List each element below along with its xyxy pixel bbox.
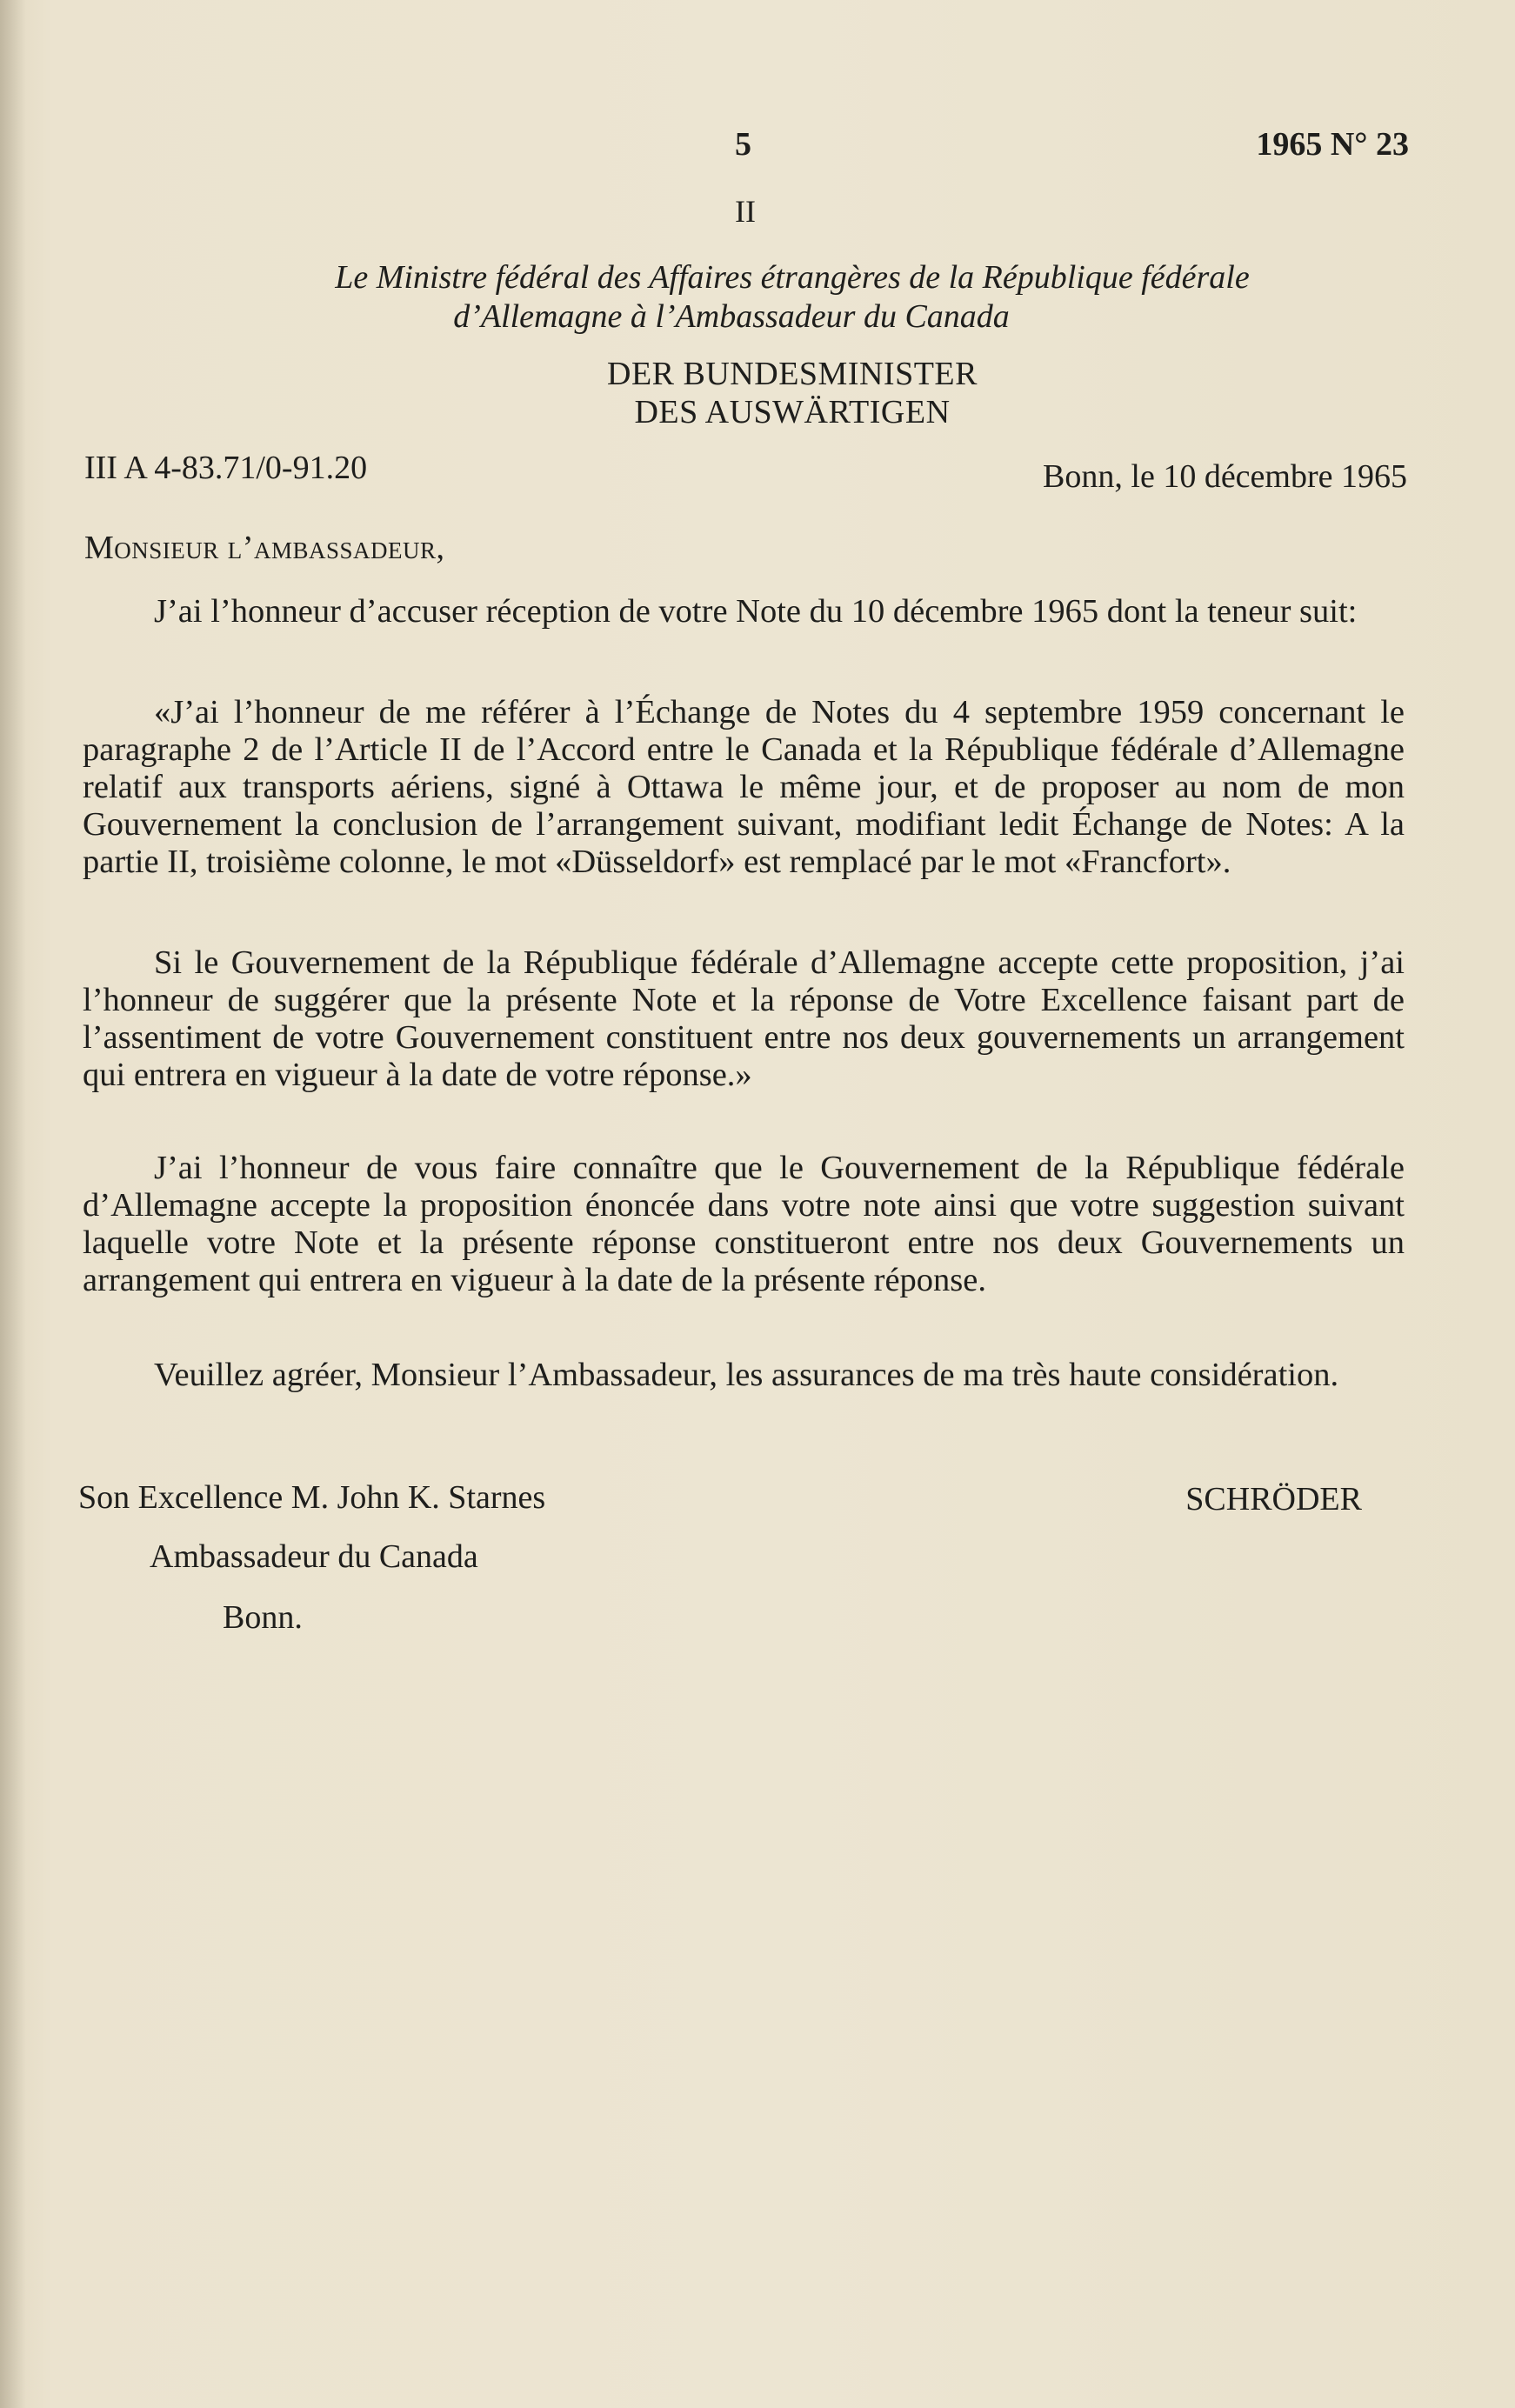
- letterhead-line-2: DES AUSWÄRTIGEN: [634, 394, 951, 430]
- paragraph-quoted-note: «J’ai l’honneur de me référer à l’Échange de Notes du 4 septembre 1959 concernant le paragraphe 2 de l’Article II de l’Accord entre le Canada et la République fédérale d’Allemagne relatif aux transports aériens, signé à Ottawa le même jour, et de proposer au nom de mon Gouvernement la conclusion de l’arrangement suivant, modifiant ledit Échange de Notes: A la partie II, troisième colonne, le mot «Düsseldorf» est remplacé par le mot «Francfort».: [83, 694, 1405, 880]
- page-edge-shadow: [0, 0, 26, 2408]
- paragraph-proposal: Si le Gouvernement de la République fédérale d’Allemagne accepte cette proposition, j’ai l’honneur de suggérer que la présente Note et la réponse de Votre Excellence faisant part de l’assentiment de votre Gouvernement constituent entre nos deux gouvernements un arrangement qui entrera en vigueur à la date de votre réponse.»: [83, 944, 1405, 1093]
- addressee-name: Son Excellence M. John K. Starnes: [78, 1479, 546, 1516]
- heading-line-2: d’Allemagne à l’Ambassadeur du Canada: [453, 298, 1010, 335]
- addressee-title: Ambassadeur du Canada: [150, 1538, 478, 1575]
- salutation: Monsieur l’ambassadeur,: [84, 530, 445, 566]
- date-line: Bonn, le 10 décembre 1965: [1043, 458, 1407, 495]
- addressee-city: Bonn.: [223, 1599, 303, 1636]
- treaty-series-number: 1965 N° 23: [1256, 126, 1409, 163]
- paragraph-closing: Veuillez agréer, Monsieur l’Ambassadeur, les assurances de ma très haute considération.: [154, 1357, 1339, 1393]
- reference-number: III A 4-83.71/0-91.20: [84, 450, 368, 486]
- section-number: II: [735, 194, 756, 229]
- paragraph-acknowledgement: J’ai l’honneur d’accuser réception de votre Note du 10 décembre 1965 dont la teneur suit:: [154, 593, 1358, 630]
- letterhead-line-1: DER BUNDESMINISTER: [607, 356, 978, 392]
- heading-line-1: Le Ministre fédéral des Affaires étrangères de la République fédérale: [335, 259, 1250, 296]
- page-number: 5: [735, 126, 751, 163]
- signature-name: SCHRÖDER: [1185, 1481, 1362, 1518]
- paragraph-acceptance: J’ai l’honneur de vous faire connaître que le Gouvernement de la République fédérale d’Allemagne accepte la proposition énoncée dans votre note ainsi que votre suggestion suivant laquelle votre Note et la présente réponse constitueront entre nos deux Gouvernements un arrangement qui entrera en vigueur à la date de la présente réponse.: [83, 1150, 1405, 1298]
